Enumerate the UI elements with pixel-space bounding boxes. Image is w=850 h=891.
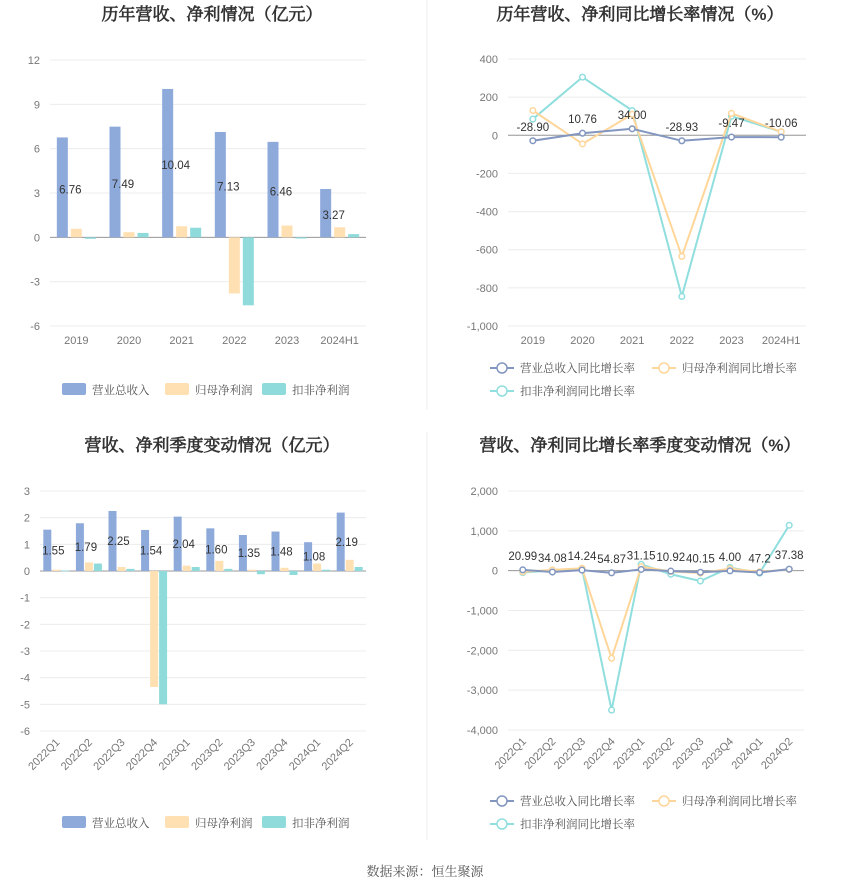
bar-net-profit xyxy=(281,568,289,571)
bar-deducted-profit xyxy=(138,233,149,237)
legend-label: 归母净利润 xyxy=(195,818,253,830)
y-tick-label: 400 xyxy=(479,54,498,66)
y-tick-label: -200 xyxy=(475,168,498,181)
x-tick-label: 2022Q1 xyxy=(26,736,63,773)
y-tick-label: 0 xyxy=(33,232,40,245)
y-tick-label: 1 xyxy=(23,539,30,552)
bar-net-profit xyxy=(334,227,345,237)
data-label: 34.08 xyxy=(538,553,567,566)
x-tick-label: 2022Q3 xyxy=(551,735,589,772)
legend-swatch-deducted-profit xyxy=(262,383,286,395)
x-tick-label: 2023Q2 xyxy=(189,736,226,773)
bar-net-profit xyxy=(118,567,126,571)
bar-net-profit xyxy=(229,237,240,293)
y-tick-label: -4 xyxy=(20,672,30,685)
x-tick-label: 2023Q1 xyxy=(611,735,648,772)
x-tick-label: 2022Q2 xyxy=(522,735,559,772)
x-tick-label: 2022Q2 xyxy=(58,736,96,773)
legend-label: 营业总收入同比增长率 xyxy=(520,796,635,808)
point-net-profit-growth xyxy=(580,141,586,147)
x-tick-label: 2020 xyxy=(116,335,142,347)
data-label: 1.54 xyxy=(139,545,163,558)
x-tick-label: 2019 xyxy=(64,335,89,347)
data-label: 31.15 xyxy=(626,550,656,563)
data-label: 37.38 xyxy=(774,550,804,563)
y-tick-label: 2,000 xyxy=(470,486,498,498)
legend-marker-revenue-growth xyxy=(497,796,507,806)
y-tick-label: 9 xyxy=(33,99,40,112)
bar-deducted-profit xyxy=(94,564,102,571)
legend-swatch-revenue xyxy=(62,383,86,395)
x-tick-label: 2022 xyxy=(669,335,695,347)
data-label: -9.47 xyxy=(718,118,745,131)
y-tick-label: -3 xyxy=(30,276,40,289)
bar-net-profit xyxy=(346,560,354,571)
data-label: 34.00 xyxy=(617,109,647,122)
point-revenue-growth xyxy=(778,134,784,140)
y-tick-label: 0 xyxy=(23,566,30,578)
bar-deducted-profit xyxy=(85,237,96,238)
data-label: 47.2 xyxy=(748,553,771,566)
data-label: 54.87 xyxy=(597,553,626,566)
point-deducted-profit-growth xyxy=(698,578,704,584)
x-tick-label: 2024Q1 xyxy=(729,735,766,772)
y-tick-label: -1,000 xyxy=(466,605,498,618)
data-label: 10.04 xyxy=(161,160,191,173)
bar-deducted-profit xyxy=(296,237,307,238)
legend-label: 归母净利润同比增长率 xyxy=(682,796,797,808)
legend-marker-net-profit-growth xyxy=(659,363,669,373)
legend-swatch-net-profit xyxy=(165,816,189,828)
bar-net-profit xyxy=(183,566,191,571)
bar-net-profit xyxy=(124,232,135,237)
legend-label: 营业总收入 xyxy=(92,818,150,830)
data-label: 2.25 xyxy=(107,536,130,548)
y-tick-label: -5 xyxy=(20,699,30,712)
bar-deducted-profit xyxy=(355,567,363,571)
y-tick-label: 1,000 xyxy=(470,525,498,538)
data-label: 3.27 xyxy=(322,210,345,223)
x-tick-label: 2021 xyxy=(169,335,194,347)
y-tick-label: -2,000 xyxy=(466,645,498,658)
x-tick-label: 2023Q4 xyxy=(699,735,737,772)
data-label: 6.76 xyxy=(59,184,82,197)
data-label: 7.13 xyxy=(217,181,240,194)
chart-panel-1 xyxy=(28,4,366,397)
point-net-profit-growth xyxy=(609,656,615,662)
y-tick-label: -3,000 xyxy=(466,685,498,698)
point-revenue-growth xyxy=(698,569,704,575)
point-net-profit-growth xyxy=(679,254,685,260)
legend-swatch-deducted-profit xyxy=(262,816,286,828)
bar-deducted-profit xyxy=(190,228,201,238)
point-revenue-growth xyxy=(729,134,735,140)
bar-net-profit xyxy=(215,561,223,571)
data-label: 20.99 xyxy=(508,550,538,563)
chart-title: 历年营收、净利情况（亿元） xyxy=(101,5,323,24)
legend-swatch-revenue xyxy=(62,816,86,828)
point-net-profit-growth xyxy=(530,108,536,114)
data-label: 1.55 xyxy=(42,545,65,558)
legend-label: 营业总收入 xyxy=(92,385,150,397)
x-tick-label: 2024Q2 xyxy=(759,735,796,772)
point-revenue-growth xyxy=(786,566,792,572)
data-label: -28.90 xyxy=(516,121,550,134)
bar-net-profit xyxy=(282,226,293,238)
bar-net-profit xyxy=(85,562,93,571)
x-tick-label: 2024H1 xyxy=(320,335,359,347)
y-tick-label: 2 xyxy=(23,512,30,525)
x-tick-label: 2023Q4 xyxy=(254,736,291,773)
chart-title: 营收、净利季度变动情况（亿元） xyxy=(84,436,340,455)
point-revenue-growth xyxy=(550,569,556,575)
chart-title: 历年营收、净利同比增长率情况（%） xyxy=(496,5,784,24)
legend-marker-revenue-growth xyxy=(497,363,507,373)
y-tick-label: 3 xyxy=(23,486,30,498)
x-tick-label: 2019 xyxy=(520,335,546,347)
bar-deducted-profit xyxy=(192,567,200,571)
x-tick-label: 2023Q1 xyxy=(156,736,193,773)
data-label: 2.19 xyxy=(335,536,358,549)
legend-label: 归母净利润 xyxy=(195,385,253,397)
y-tick-label: 3 xyxy=(33,188,40,200)
legend-label: 扣非净利润 xyxy=(292,385,350,397)
y-tick-label: -3 xyxy=(20,646,30,658)
point-revenue-growth xyxy=(579,567,585,573)
x-tick-label: 2022 xyxy=(222,335,247,347)
bar-deducted-profit xyxy=(322,570,330,571)
data-label: 1.79 xyxy=(74,542,98,555)
y-tick-label: -1,000 xyxy=(466,321,498,333)
chart-panel-3 xyxy=(20,435,366,830)
y-tick-label: -400 xyxy=(475,206,498,219)
y-tick-label: -800 xyxy=(475,282,498,295)
x-tick-label: 2022Q4 xyxy=(124,736,161,773)
legend-label: 营业总收入同比增长率 xyxy=(520,363,635,375)
data-label: 14.24 xyxy=(567,551,597,564)
point-revenue-growth xyxy=(629,126,635,132)
data-label: 1.35 xyxy=(237,548,261,560)
x-tick-label: 2024Q2 xyxy=(319,736,356,773)
x-tick-label: 2023 xyxy=(274,335,300,347)
point-revenue-growth xyxy=(679,138,685,144)
point-revenue-growth xyxy=(530,138,536,144)
bar-deducted-profit xyxy=(290,571,298,575)
bar-deducted-profit xyxy=(61,570,69,571)
bar-deducted-profit xyxy=(243,237,254,305)
y-tick-label: -4,000 xyxy=(466,725,498,737)
series-line-net-profit-growth xyxy=(523,567,789,659)
point-deducted-profit-growth xyxy=(786,522,792,528)
y-tick-label: -600 xyxy=(475,244,498,257)
point-revenue-growth xyxy=(727,568,733,574)
point-revenue-growth xyxy=(638,567,644,573)
legend-label: 扣非净利润同比增长率 xyxy=(520,819,635,831)
data-label: 10.92 xyxy=(656,552,686,565)
point-revenue-growth xyxy=(580,130,586,136)
source-note: 数据来源：恒生聚源 xyxy=(366,864,484,879)
data-label: 2.04 xyxy=(172,538,195,551)
data-label: 6.46 xyxy=(269,186,293,199)
bar-net-profit xyxy=(52,570,60,571)
bar-net-profit xyxy=(176,226,187,237)
legend-label: 扣非净利润同比增长率 xyxy=(520,386,635,398)
x-tick-label: 2020 xyxy=(570,335,595,347)
y-tick-label: 200 xyxy=(479,92,498,105)
chart-panel-4 xyxy=(467,435,804,831)
data-label: -28.93 xyxy=(665,121,699,134)
x-tick-label: 2023Q2 xyxy=(640,735,677,772)
legend-label: 扣非净利润 xyxy=(292,818,350,830)
point-net-profit-growth xyxy=(729,111,735,117)
data-label: 4.00 xyxy=(718,551,742,564)
data-label: 7.49 xyxy=(111,178,135,191)
x-tick-label: 2023Q3 xyxy=(670,735,707,772)
y-tick-label: -1 xyxy=(20,592,30,605)
point-revenue-growth xyxy=(757,570,763,576)
x-tick-label: 2023Q3 xyxy=(221,736,259,773)
x-tick-label: 2024H1 xyxy=(761,335,801,347)
x-tick-label: 2023 xyxy=(719,335,744,347)
x-tick-label: 2022Q3 xyxy=(91,736,128,773)
y-tick-label: 6 xyxy=(33,143,40,156)
bar-net-profit xyxy=(248,570,256,571)
legend-label: 归母净利润同比增长率 xyxy=(682,363,797,375)
chart-title: 营收、净利同比增长率季度变动情况（%） xyxy=(479,436,801,455)
point-deducted-profit-growth xyxy=(609,707,615,713)
bar-deducted-profit xyxy=(348,234,359,237)
y-tick-label: -6 xyxy=(20,726,30,738)
bar-deducted-profit xyxy=(257,571,265,574)
data-label: -10.06 xyxy=(764,118,798,131)
x-tick-label: 2024Q1 xyxy=(287,736,324,773)
legend-marker-deducted-profit-growth xyxy=(497,386,507,396)
point-revenue-growth xyxy=(609,570,615,576)
point-revenue-growth xyxy=(668,568,674,574)
point-deducted-profit-growth xyxy=(679,294,685,300)
y-tick-label: 0 xyxy=(491,565,498,578)
x-tick-label: 2022Q4 xyxy=(581,735,618,772)
bar-deducted-profit xyxy=(159,571,167,704)
bar-deducted-profit xyxy=(127,569,135,571)
data-label: 10.76 xyxy=(568,114,597,127)
legend-marker-net-profit-growth xyxy=(659,796,669,806)
x-tick-label: 2022Q1 xyxy=(492,735,529,772)
series-line-net-profit-growth xyxy=(533,110,781,256)
data-label: 1.08 xyxy=(302,551,326,564)
y-tick-label: 0 xyxy=(491,130,498,143)
point-revenue-growth xyxy=(520,567,526,573)
data-label: 40.15 xyxy=(686,553,715,566)
bar-net-profit xyxy=(71,229,82,238)
point-deducted-profit-growth xyxy=(580,74,586,80)
legend-marker-deducted-profit-growth xyxy=(497,819,507,829)
x-tick-label: 2021 xyxy=(619,335,645,347)
y-tick-label: -6 xyxy=(30,321,40,333)
bar-net-profit xyxy=(313,564,321,571)
y-tick-label: -2 xyxy=(20,619,30,632)
y-tick-label: 12 xyxy=(27,55,40,67)
legend-swatch-net-profit xyxy=(165,383,189,395)
bar-deducted-profit xyxy=(224,569,232,571)
data-label: 1.60 xyxy=(205,544,228,557)
bar-net-profit xyxy=(150,571,158,687)
data-label: 1.48 xyxy=(270,546,293,559)
chart-panel-2 xyxy=(467,4,806,398)
